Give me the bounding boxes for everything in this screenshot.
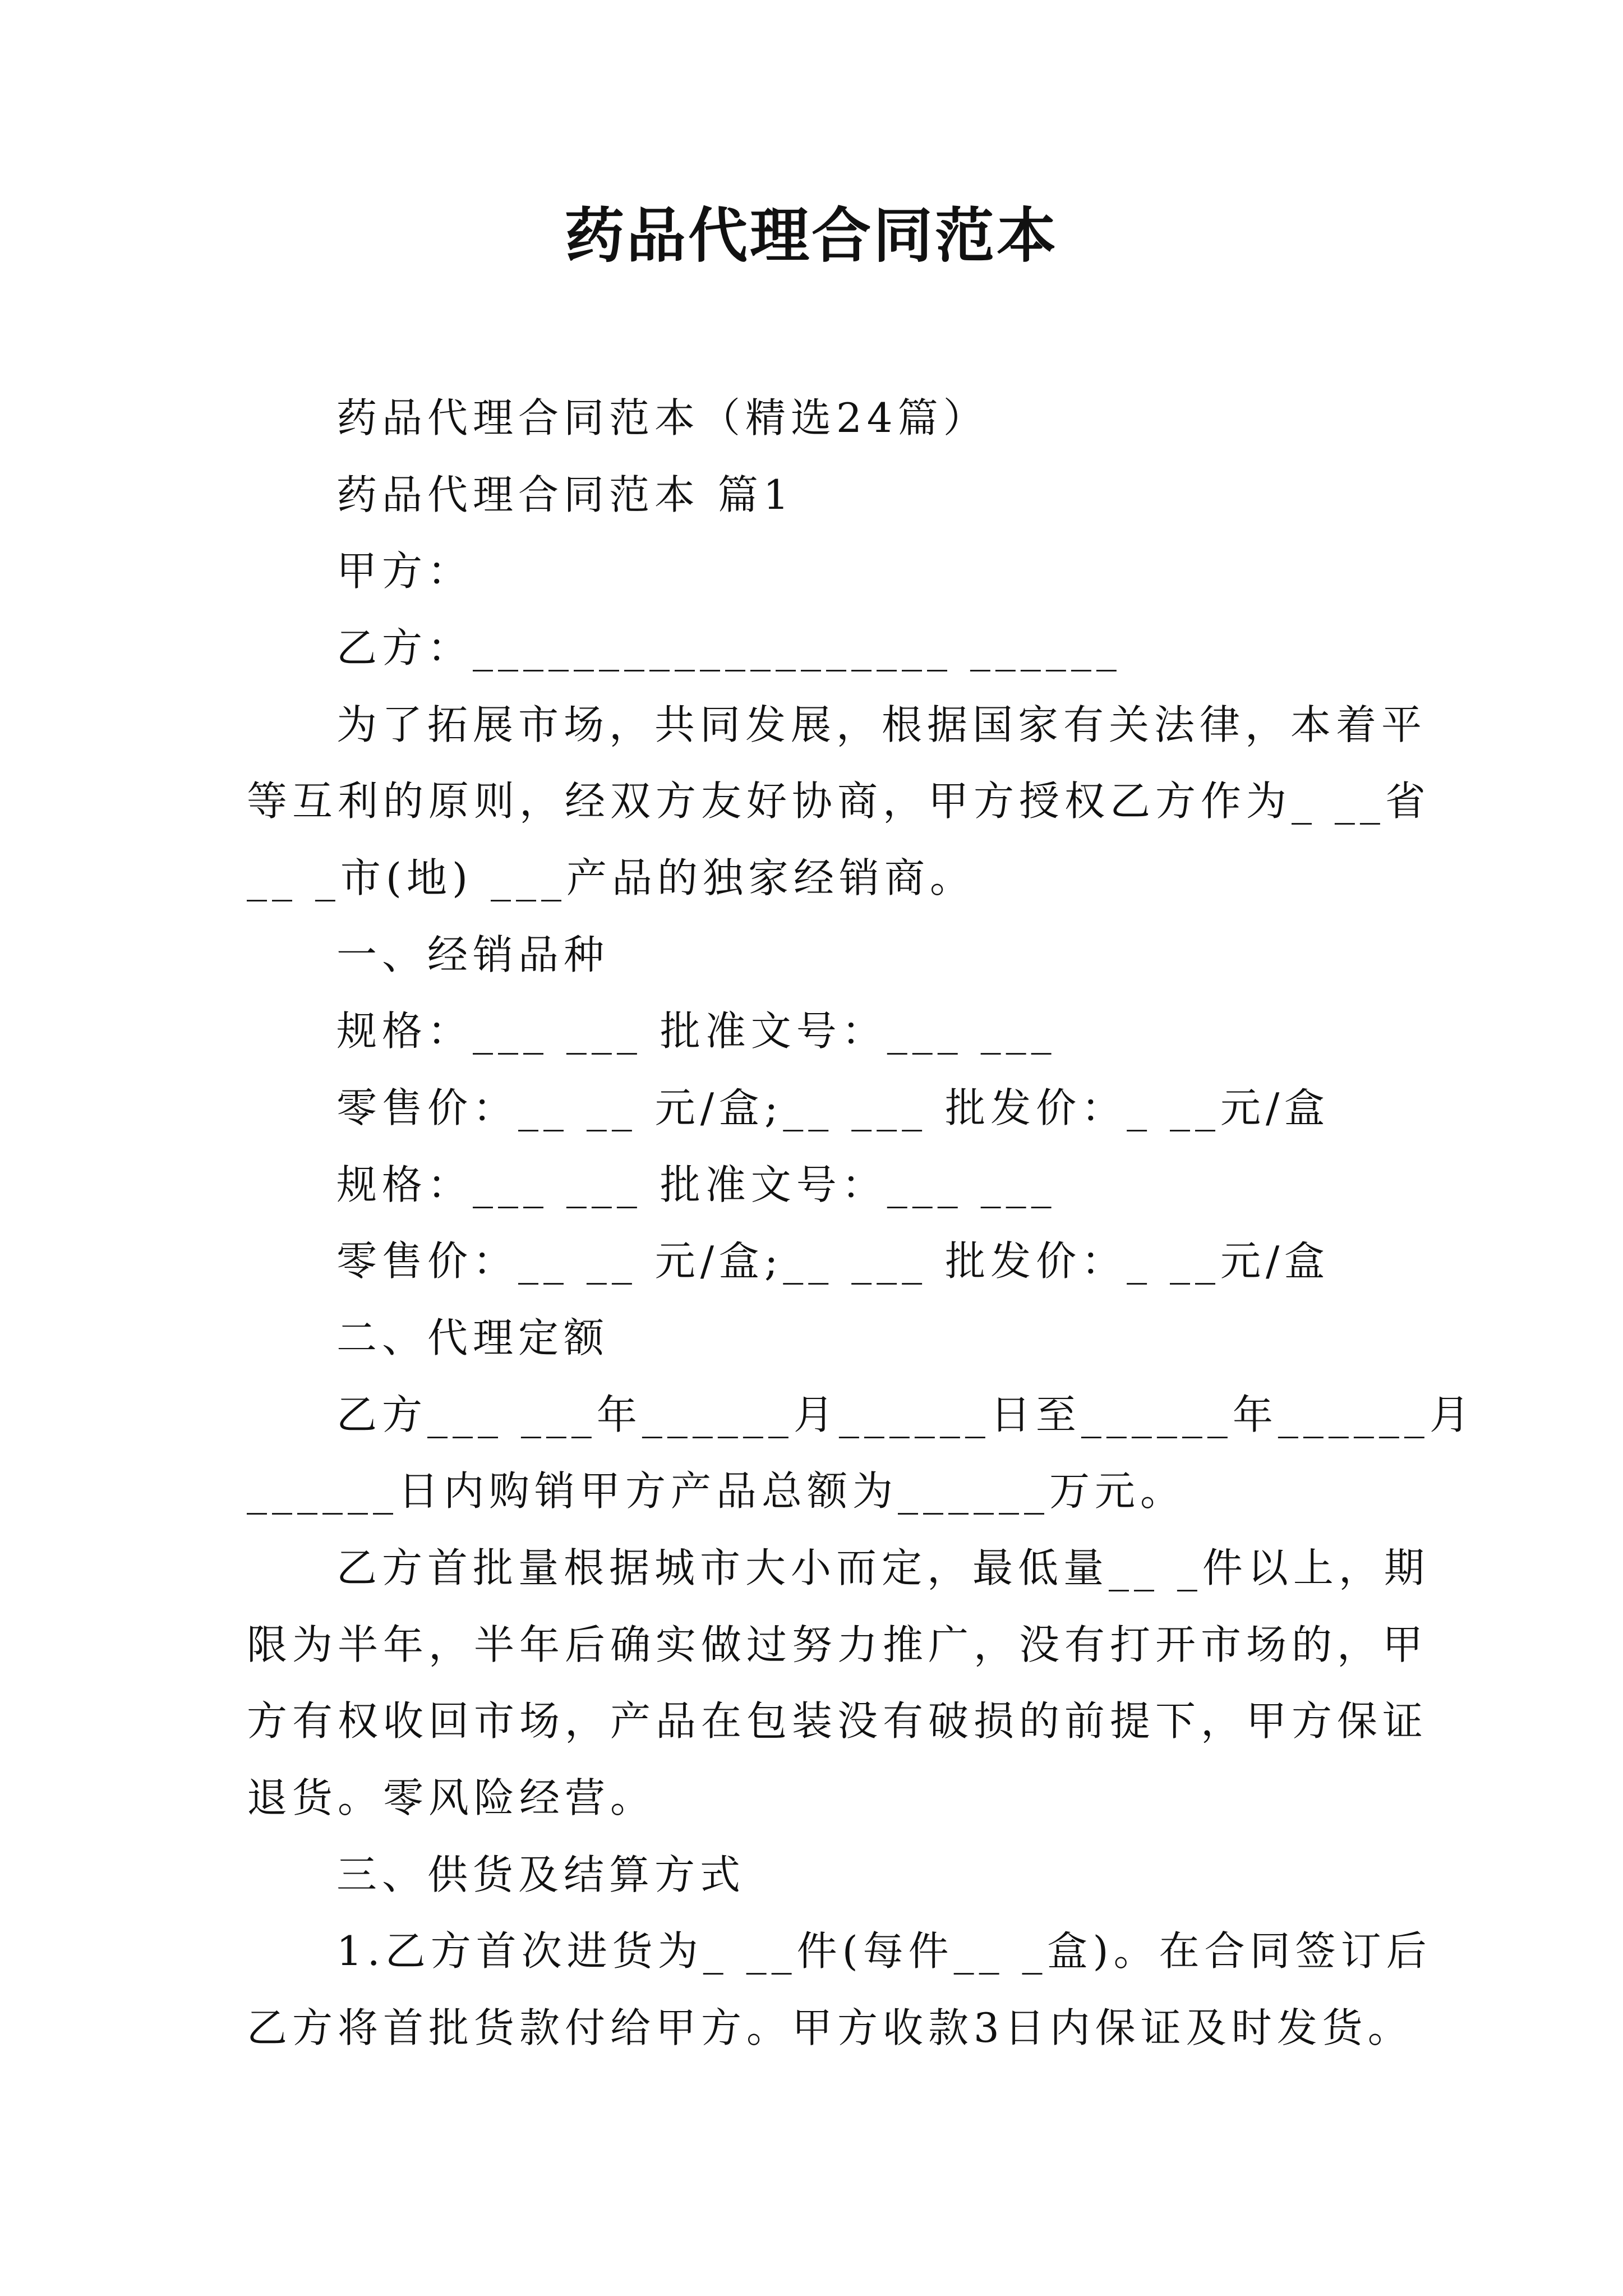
doc-subtitle: 药品代理合同范本（精选24篇） (336, 394, 989, 441)
paragraph-line: 1.乙方首次进货为_ __件(每件__ _盒)。在合同签订后 (336, 1927, 1432, 1975)
spec-line: 规格：___ ___ 批准文号：___ ___ (336, 1161, 1057, 1208)
paragraph-line: 方有权收回市场，产品在包装没有破损的前提下，甲方保证 (247, 1697, 1428, 1745)
party-b-line: 乙方：___________________ ______ (336, 624, 1122, 671)
paragraph-line: 为了拓展市场，共同发展，根据国家有关法律，本着平 (336, 701, 1427, 748)
document-title: 药品代理合同范本 (565, 200, 1058, 270)
section-heading: 二、代理定额 (336, 1314, 610, 1361)
section-heading-part1: 药品代理合同范本 篇1 (336, 471, 794, 518)
price-line: 零售价：__ __ 元/盒;__ ___ 批发价：_ __元/盒 (336, 1237, 1330, 1285)
paragraph-line: 等互利的原则，经双方友好协商，甲方授权乙方作为_ __省 (247, 777, 1431, 825)
paragraph-line: 乙方___ ___年______月______日至______年______月 (336, 1391, 1475, 1438)
paragraph-line: ______日内购销甲方产品总额为______万元。 (247, 1467, 1186, 1515)
price-line: 零售价：__ __ 元/盒;__ ___ 批发价：_ __元/盒 (336, 1084, 1330, 1131)
paragraph-line: 乙方首批量根据城市大小而定，最低量__ _件以上，期 (336, 1544, 1430, 1591)
paragraph-line: 限为半年，半年后确实做过努力推广，没有打开市场的，甲 (247, 1621, 1428, 1668)
paragraph-line: 退货。零风险经营。 (247, 1774, 656, 1821)
party-a-line: 甲方： (336, 547, 473, 595)
section-heading: 三、供货及结算方式 (336, 1851, 746, 1898)
paragraph-line: 乙方将首批货款付给甲方。甲方收款3日内保证及时发货。 (247, 2004, 1413, 2051)
paragraph-line: __ _市(地) ___产品的独家经销商。 (247, 854, 975, 901)
spec-line: 规格：___ ___ 批准文号：___ ___ (336, 1007, 1057, 1055)
section-heading: 一、经销品种 (336, 931, 610, 978)
